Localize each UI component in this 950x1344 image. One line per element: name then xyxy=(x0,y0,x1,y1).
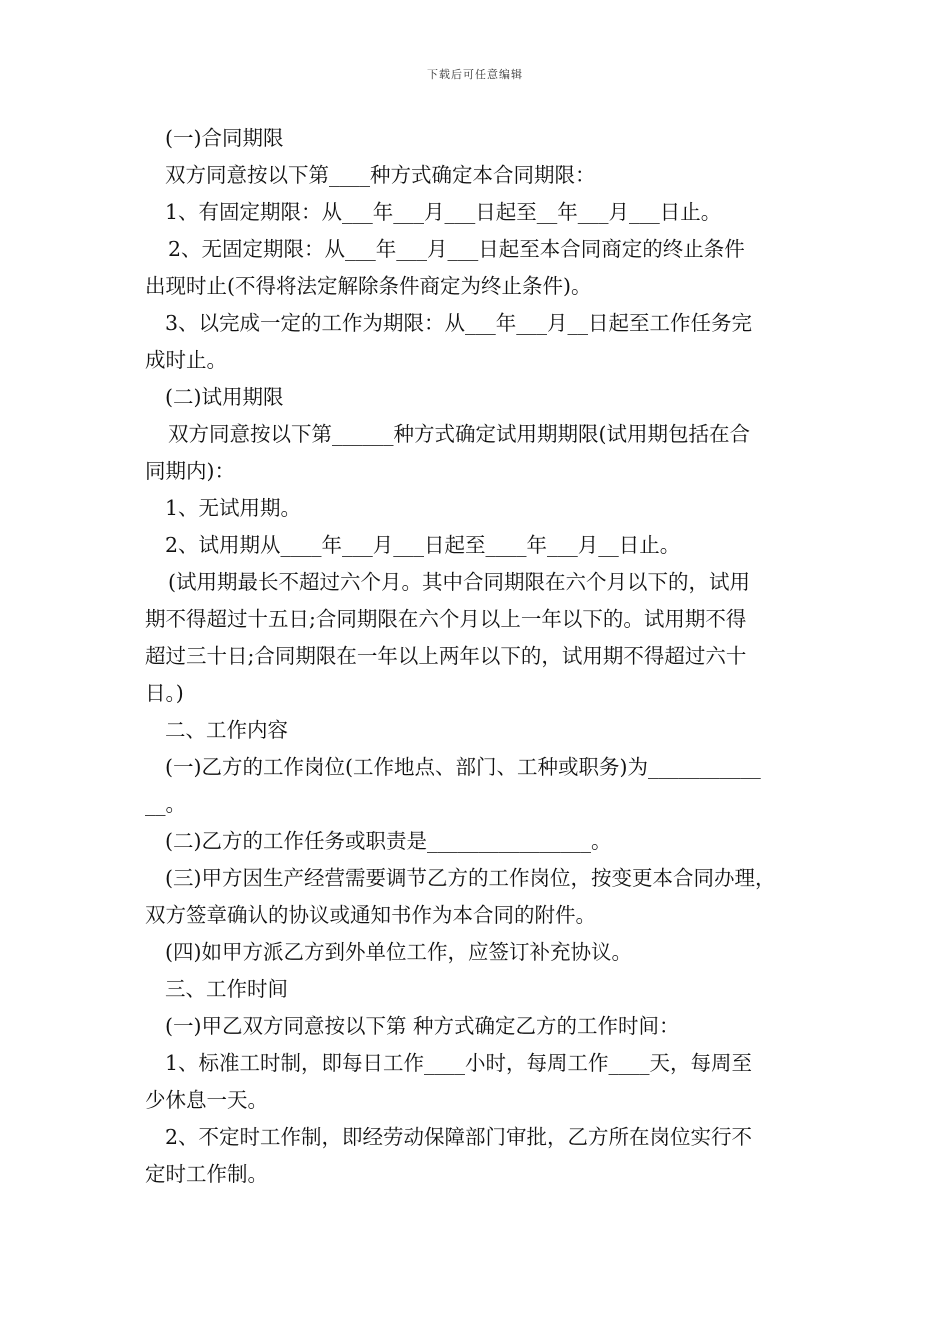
page-header: 下载后可任意编辑 xyxy=(427,68,523,81)
paragraph-line: 1、有固定期限：从___年___月___日起至__年___月___日止。 xyxy=(165,200,722,224)
paragraph-line: 2、无固定期限：从___年___月___日起至本合同商定的终止条件 xyxy=(168,237,745,261)
paragraph-line: (试用期最长不超过六个月。其中合同期限在六个月以下的，试用 xyxy=(168,570,750,594)
paragraph-line: (一)乙方的工作岗位(工作地点、部门、工种或职务)为___________ xyxy=(165,755,761,779)
paragraph-line: 日。) xyxy=(145,681,184,705)
paragraph-line: 1、无试用期。 xyxy=(165,496,302,520)
paragraph-line: 双方签章确认的协议或通知书作为本合同的附件。 xyxy=(145,903,596,927)
paragraph-line: 2、试用期从____年___月___日起至____年___月__日止。 xyxy=(165,533,681,557)
section-heading: (一)合同期限 xyxy=(165,126,284,150)
paragraph-line: 成时止。 xyxy=(145,348,227,372)
section-heading: (二)试用期限 xyxy=(165,385,284,409)
paragraph-line: 双方同意按以下第____种方式确定本合同期限： xyxy=(165,163,596,187)
paragraph-line: 同期内)： xyxy=(145,459,235,483)
paragraph-line: (三)甲方因生产经营需要调节乙方的工作岗位，按变更本合同办理， xyxy=(165,866,776,890)
paragraph-line: (一)甲乙双方同意按以下第 种方式确定乙方的工作时间： xyxy=(165,1014,680,1038)
paragraph-line: 定时工作制。 xyxy=(145,1162,268,1186)
paragraph-line: 少休息一天。 xyxy=(145,1088,268,1112)
paragraph-line: (二)乙方的工作任务或职责是________________。 xyxy=(165,829,612,853)
paragraph-line: 1、标准工时制，即每日工作____小时，每周工作____天，每周至 xyxy=(165,1051,753,1075)
paragraph-line: 期不得超过十五日;合同期限在六个月以上一年以下的。试用期不得 xyxy=(145,607,747,631)
paragraph-line: __。 xyxy=(145,792,186,816)
paragraph-line: (四)如甲方派乙方到外单位工作，应签订补充协议。 xyxy=(165,940,632,964)
paragraph-line: 双方同意按以下第______种方式确定试用期期限(试用期包括在合 xyxy=(168,422,750,446)
section-heading: 二、工作内容 xyxy=(165,718,288,742)
document-body xyxy=(145,120,810,1193)
paragraph-line: 超过三十日;合同期限在一年以上两年以下的，试用期不得超过六十 xyxy=(145,644,747,668)
section-heading: 三、工作时间 xyxy=(165,977,288,1001)
paragraph-line: 3、以完成一定的工作为期限：从___年___月__日起至工作任务完 xyxy=(165,311,753,335)
paragraph-line: 出现时止(不得将法定解除条件商定为终止条件)。 xyxy=(145,274,592,298)
paragraph-line: 2、不定时工作制，即经劳动保障部门审批，乙方所在岗位实行不 xyxy=(165,1125,753,1149)
